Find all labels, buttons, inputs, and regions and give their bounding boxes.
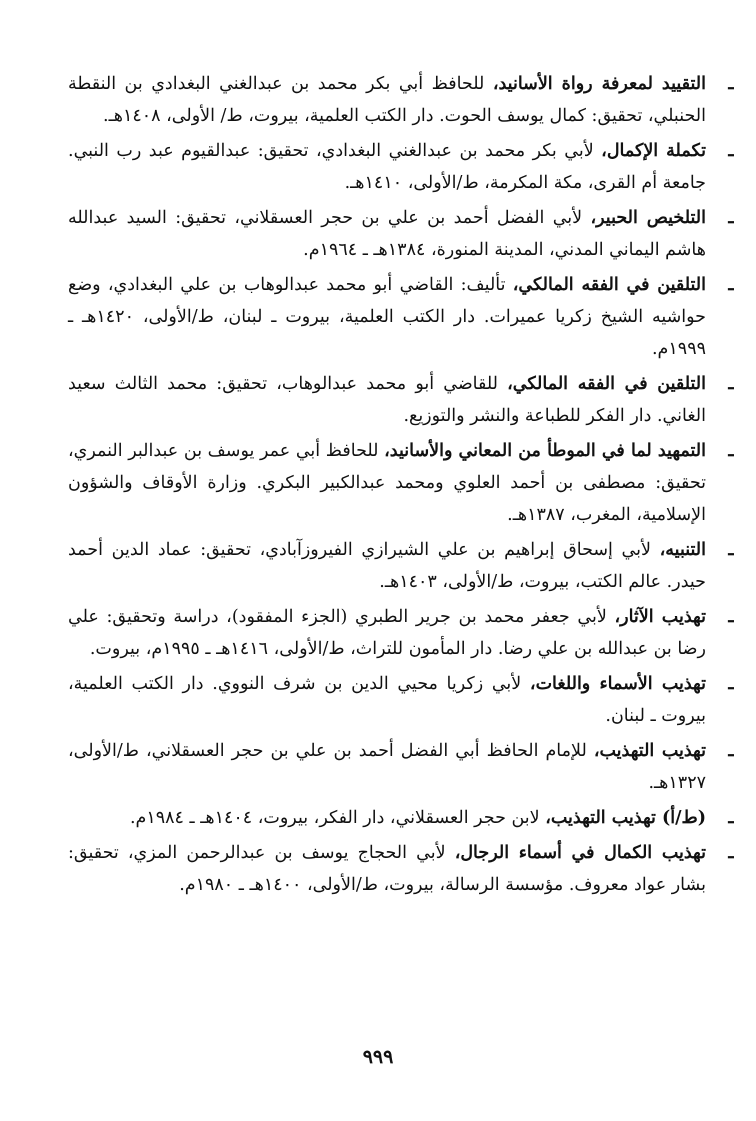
- entry-dash: ـ: [728, 808, 734, 828]
- entry-title: تهذيب الكمال في أسماء الرجال،: [454, 843, 706, 863]
- entry-dash: ـ: [728, 441, 734, 461]
- entry-title: التقييد لمعرفة رواة الأسانيد،: [492, 74, 706, 94]
- entry-title: تهذيب الأسماء واللغات،: [529, 674, 706, 694]
- entry-title: التلقين في الفقه المالكي،: [507, 374, 706, 394]
- entry-text: لأبي بكر محمد بن عبدالغني البغدادي، تحقيق: عبدالقيوم عبد رب النبي. جامعة أم القرى، مكة المكرمة، ط/الأولى، ١٤١٠هـ.: [68, 141, 706, 193]
- entry-text: لأبي الحجاج يوسف بن عبدالرحمن المزي، تحقيق: بشار عواد معروف. مؤسسة الرسالة، بيروت، ط/الأولى، ١٤٠٠هـ ـ ١٩٨٠م.: [68, 843, 706, 895]
- entry-title: التمهيد لما في الموطأ من المعاني والأسانيد،: [384, 441, 707, 461]
- entry-title: تهذيب الآثار،: [614, 607, 706, 627]
- bibliography-entry: [68, 435, 734, 531]
- bibliography-entry: [68, 802, 734, 834]
- entry-title: (ط/أ) تهذيب التهذيب،: [545, 808, 706, 828]
- entry-text: لأبي إسحاق إبراهيم بن علي الشيرازي الفيروزآبادي، تحقيق: عماد الدين أحمد حيدر. عالم الكتب، بيروت، ط/الأولى، ١٤٠٣هـ.: [68, 540, 706, 592]
- entry-dash: ـ: [728, 843, 734, 863]
- entry-text: للحافظ أبي عمر يوسف بن عبدالبر النمري، تحقيق: مصطفى بن أحمد العلوي ومحمد عبدالكبير البكري. وزارة الأوقاف والشؤون الإسلامية، المغرب، ١٣٨٧هـ.: [68, 441, 706, 525]
- bibliography-list: [68, 68, 734, 904]
- entry-text: لأبي زكريا محيي الدين بن شرف النووي. دار الكتب العلمية، بيروت ـ لبنان.: [68, 674, 706, 726]
- entry-text: لأبي الفضل أحمد بن علي بن حجر العسقلاني، تحقيق: السيد عبدالله هاشم اليماني المدني، المدينة المنورة، ١٣٨٤هـ ـ ١٩٦٤م.: [68, 208, 706, 260]
- entry-dash: ـ: [728, 275, 734, 295]
- entry-title: التنبيه،: [659, 540, 706, 560]
- entry-text: لأبي جعفر محمد بن جرير الطبري (الجزء المفقود)، دراسة وتحقيق: علي رضا بن عبدالله بن علي رضا. دار المأمون للتراث، ط/الأولى، ١٤١٦هـ ـ ١٩٩٥م، بيروت.: [68, 607, 706, 659]
- bibliography-entry: [68, 368, 734, 432]
- page-number: ٩٩٩: [362, 1046, 394, 1068]
- entry-dash: ـ: [728, 741, 734, 761]
- entry-title: تكملة الإكمال،: [601, 141, 706, 161]
- bibliography-entry: [68, 668, 734, 732]
- entry-dash: ـ: [728, 540, 734, 560]
- entry-dash: ـ: [728, 607, 734, 627]
- entry-title: تهذيب التهذيب،: [593, 741, 706, 761]
- bibliography-entry: [68, 68, 734, 132]
- entry-text: للإمام الحافظ أبي الفضل أحمد بن علي بن حجر العسقلاني، ط/الأولى، ١٣٢٧هـ.: [68, 741, 706, 793]
- bibliography-entry: [68, 735, 734, 799]
- bibliography-entry: [68, 202, 734, 266]
- entry-text: للحافظ أبي بكر محمد بن عبدالغني البغدادي بن النقطة الحنبلي، تحقيق: كمال يوسف الحوت. دار الكتب العلمية، بيروت، ط/ الأولى، ١٤٠٨هـ.: [68, 74, 706, 126]
- bibliography-entry: [68, 601, 734, 665]
- bibliography-entry: [68, 135, 734, 199]
- entry-dash: ـ: [728, 141, 734, 161]
- entry-dash: ـ: [728, 74, 734, 94]
- entry-dash: ـ: [728, 374, 734, 394]
- entry-title: التلخيص الحبير،: [590, 208, 707, 228]
- bibliography-entry: [68, 837, 734, 901]
- entry-text: للقاضي أبو محمد عبدالوهاب، تحقيق: محمد الثالث سعيد الغاني. دار الفكر للطباعة والنشر والتوزيع.: [68, 374, 706, 426]
- bibliography-entry: [68, 534, 734, 598]
- entry-title: التلقين في الفقه المالكي،: [512, 275, 706, 295]
- entry-text: لابن حجر العسقلاني، دار الفكر، بيروت، ١٤٠٤هـ ـ ١٩٨٤م.: [129, 808, 546, 828]
- entry-text: تأليف: القاضي أبو محمد عبدالوهاب بن علي البغدادي، وضع حواشيه الشيخ زكريا عميرات. دار الكتب العلمية، بيروت ـ لبنان، ط/الأولى، ١٤٢٠هـ ـ ١٩٩٩م.: [68, 275, 707, 359]
- entry-dash: ـ: [728, 674, 734, 694]
- bibliography-entry: [68, 269, 734, 365]
- entry-dash: ـ: [728, 208, 734, 228]
